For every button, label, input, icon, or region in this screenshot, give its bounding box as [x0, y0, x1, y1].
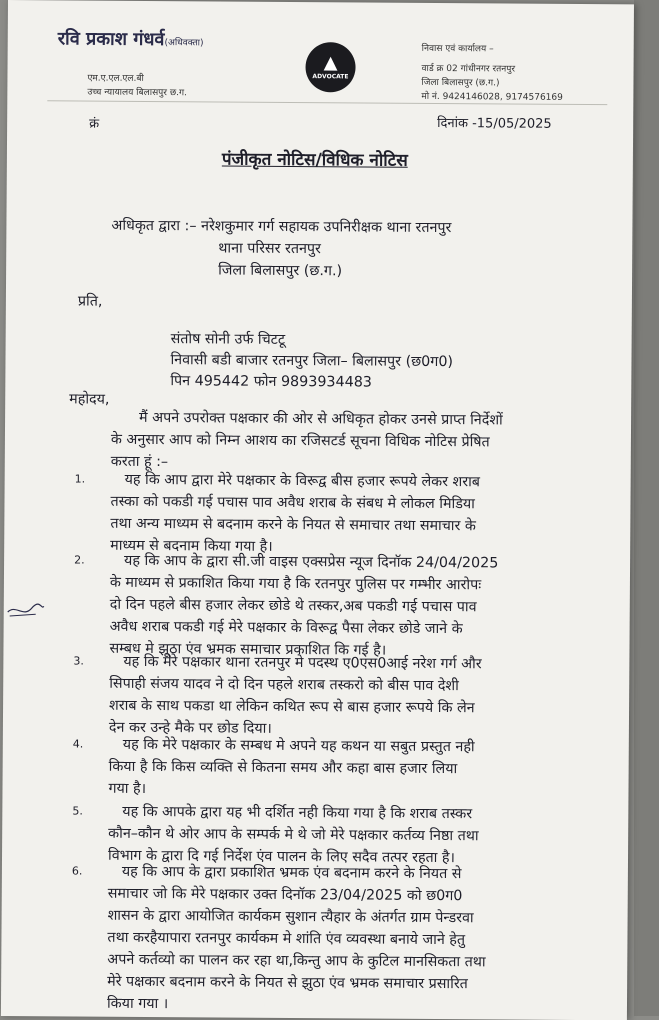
recipient-line-2: निवासी बडी बाजार रतनपुर जिला– बिलासपुर (छ0ग0): [170, 352, 454, 371]
phone-line: मो नं. 9424146028, 9174576169: [421, 91, 563, 103]
authorized-line-3: जिला बिलासपुर (छ.ग.): [218, 262, 343, 280]
point-number: 6.: [71, 864, 83, 878]
authorized-line-2: थाना परिसर रतनपुर: [218, 240, 321, 258]
advocate-qualification: एम.ए.एल.एल.बी: [87, 73, 144, 84]
address-line-2: जिला बिलासपुर (छ.ग.): [421, 77, 500, 89]
intro-line-3: करता हूं :–: [110, 453, 169, 471]
logo-text: ADVOCATE: [312, 73, 349, 81]
point-text-line: तस्का को पकडी गई पचास पाव अवैध शराब के संबध मे लोकल मिडिया: [110, 493, 475, 513]
advocate-court: उच्च न्यायालय बिलासपुर छ.ग.: [87, 87, 187, 99]
point-text-line: देन कर उन्हे मैके पर छोड दिया।: [108, 719, 272, 737]
point-text-line: तथा करहैयापारा रतनपुर कार्यकम मे शांति एंव व्यवस्था बनाये जाने हेतु: [107, 929, 466, 949]
point-text-line: विभाग के द्वारा दि गई निर्देश एंव पालन के लिए सदैव तत्पर रहता है।: [107, 847, 456, 867]
pen-mark-icon: [6, 600, 46, 620]
point-text-line: सम्बध मे झूठा एंव भ्रमक समाचार प्रकाशित कि गई है।: [109, 640, 387, 659]
point-text-line: शासन के द्वारा आयोजित कार्यकम सुशान त्यैहार के अंतर्गत ग्राम पेन्डरवा: [107, 907, 474, 927]
point-text-line: सिपाही संजय यादव ने दो दिन पहले शराब तस्करो को बीस पाव देशी: [109, 675, 459, 695]
point-text-line: यह कि आप के द्वारा सी.जी वाइस एक्सप्रेस न्यूज दिनॉक 24/04/2025: [124, 552, 499, 572]
point-text-line: के माध्यम से प्रकाशित किया गया है कि रतनपुर पुलिस पर गम्भीर आरोपः: [109, 574, 482, 594]
point-number: 5.: [72, 804, 83, 818]
advocate-role: (अधिवक्ता): [164, 38, 204, 49]
point-text-line: दो दिन पहले बीस हजार लेकर छोडे थे तस्कर,अब पकडी गई पचास पाव: [109, 596, 477, 616]
recipient-line-1: संतोष सोनी उर्फ चिटटू: [170, 331, 286, 348]
reference-label: क्रं: [89, 116, 100, 132]
point-text-line: गया है।: [108, 780, 147, 797]
point-text-line: किया है कि किस व्यक्ति से कितना समय और कहा बास हजार लिया: [108, 758, 458, 778]
point-text-line: यह कि आपके द्वारा यह भी दर्शित नही किया गया है कि शराब तस्कर: [122, 803, 473, 823]
recipient-line-3: पिन 495442 फोन 9893934483: [170, 373, 372, 391]
point-number: 2.: [74, 553, 85, 567]
point-text-line: यह कि मेरे पक्षकार के सम्बध मे अपने यह कथन या सबुत प्रस्तुत नही: [122, 736, 475, 756]
point-number: 1.: [74, 472, 86, 486]
point-text-line: समाचार जो कि मेरे पक्षकार उक्त दिनॉक 23/04/2025 को छ0ग0: [107, 885, 463, 905]
background-surface: [634, 0, 659, 1016]
advocate-name: रवि प्रकाश गंधर्व(अधिवक्ता): [57, 28, 204, 51]
point-text-line: तथा अन्य माध्यम से बदनाम करने के नियत से समाचार तथा समाचार के: [110, 515, 476, 535]
point-text-line: यह कि मेरे पक्षकार थाना रतनपुर मे पदस्थ ए0एस0आई नरेश गर्ग और: [123, 653, 482, 673]
address-line-1: वार्ड क्र 02 गांधीनगर रतनपुर: [421, 63, 516, 75]
point-number: 4.: [72, 737, 84, 751]
point-text-line: यह कि आप द्वारा मेरे पक्षकार के विरूद्व बीस हजार रूपये लेकर शराब: [124, 471, 481, 491]
salutation: महोदय,: [69, 391, 110, 408]
authorized-line-1: अधिकृत द्वारा :– नरेशकुमार गर्ग सहायक उपनिरीक्षक थाना रतनपुर: [111, 217, 452, 237]
notice-document: [1, 0, 634, 1020]
point-text-line: मेरे पक्षकार बदनाम करने के नियत से झुठा एंव भ्रमक समाचार प्रसारित: [107, 973, 468, 993]
point-text-line: किया गया ।: [106, 995, 169, 1013]
notice-title: पंजीकृत नोटिस/विधिक नोटिस: [221, 149, 408, 171]
point-text-line: अपने कर्तव्यो का पालन कर रहा था,किन्तु आप के कुटिल मानसिकता तथा: [107, 951, 486, 971]
point-text-line: शराब के साथ पकडा था लेकिन कथित रूप से बास हजार रूपये कि लेन: [109, 697, 475, 717]
point-text-line: अवैध शराब पकडी गई मेरे पक्षकार के विरूद्व पैसा लेकर छोडे जाने के: [109, 618, 463, 638]
office-label: निवास एवं कार्यालय –: [421, 43, 494, 55]
advocate-emblem-icon: ▲ ADVOCATE: [305, 42, 355, 92]
point-text-line: यह कि आप के द्वारा प्रकाशित भ्रमक एंव बदनाम करने के नियत से: [121, 863, 462, 883]
intro-line-2: के अनुसार आप को निम्न आशय का रजिसटर्ड सूचना विधिक नोटिस प्रेषित: [110, 431, 490, 451]
point-number: 3.: [73, 654, 84, 668]
point-text-line: कौन–कौन थे ओर आप के सम्पर्क मे थे जो मेरे पक्षकार कर्तव्य निष्ठा तथा: [108, 825, 479, 845]
intro-line-1: मैं अपने उपरोक्त पक्षकार की ओर से अधिकृत होकर उनसे प्राप्त निर्देशों: [139, 409, 503, 429]
to-label: प्रति,: [77, 293, 103, 310]
notice-date: दिनांक -15/05/2025: [437, 115, 552, 132]
point-text-line: माध्यम से बदनाम किया गया है।: [110, 537, 273, 555]
